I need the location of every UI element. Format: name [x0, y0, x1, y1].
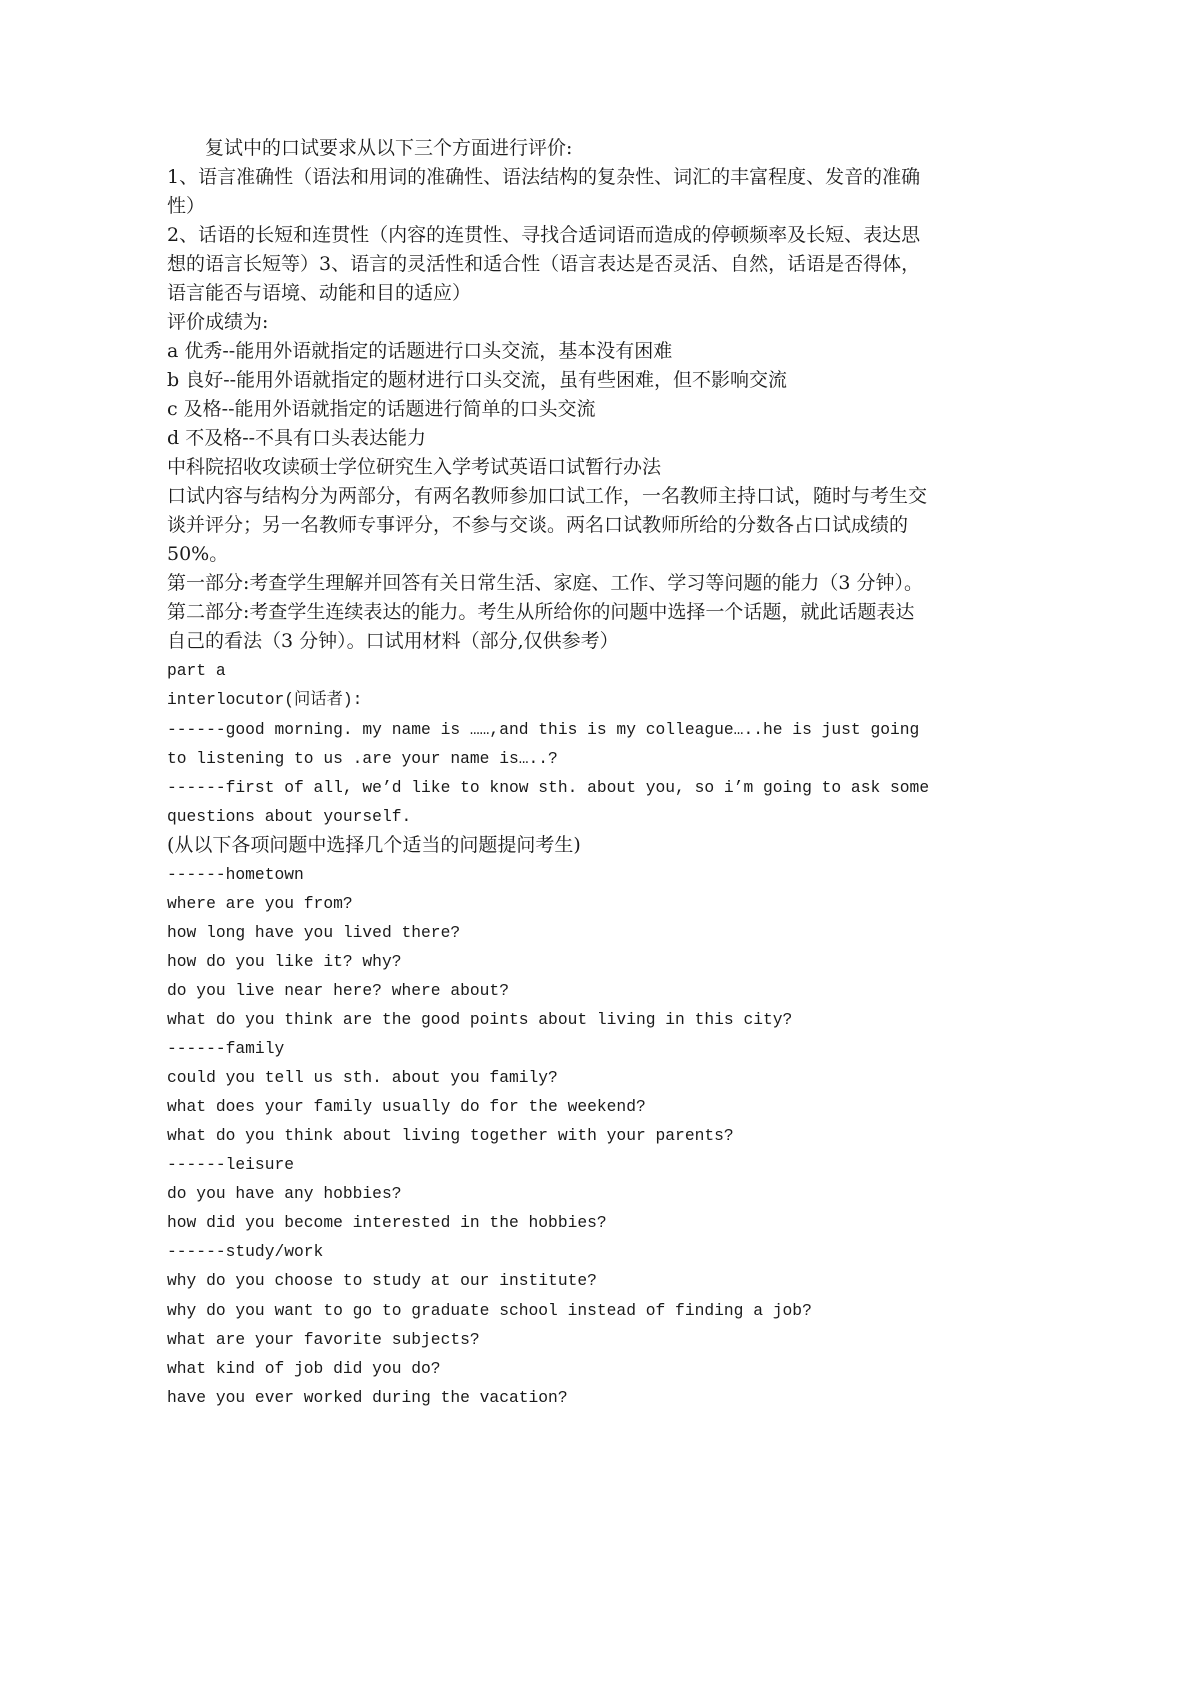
text-line: what kind of job did you do? — [167, 1358, 441, 1378]
text-line: 第二部分:考查学生连续表达的能力。考生从所给你的问题中选择一个话题，就此话题表达 — [167, 601, 915, 624]
text-line: (从以下各项问题中选择几个适当的问题提问考生) — [167, 833, 581, 856]
text-line: part a — [167, 661, 226, 681]
text-line: do you live near here? where about? — [167, 980, 509, 1000]
text-line: what do you think are the good points about living in this city? — [167, 1010, 793, 1029]
text-line: ------leisure — [167, 1155, 295, 1175]
text-line: 2、话语的长短和连贯性（内容的连贯性、寻找合适词语而造成的停顿频率及长短、表达思 — [167, 223, 921, 246]
text-line: 口试内容与结构分为两部分，有两名教师参加口试工作，一名教师主持口试，随时与考生交 — [167, 485, 928, 508]
text-line: could you tell us sth. about you family? — [167, 1068, 558, 1088]
text-line: 谈并评分；另一名教师专事评分，不参与交谈。两名口试教师所给的分数各占口试成绩的 — [167, 514, 909, 537]
text-line: do you have any hobbies? — [167, 1184, 402, 1204]
text-line: what does your family usually do for the weekend? — [167, 1097, 646, 1117]
text-line: 想的语言长短等）3、语言的灵活性和适合性（语言表达是否灵活、自然，话语是否得体， — [167, 252, 921, 275]
text-line: how did you become interested in the hobbies? — [167, 1213, 607, 1233]
text-line: ------hometown — [167, 864, 304, 884]
text-line: why do you want to go to graduate school instead of finding a job? — [167, 1300, 812, 1320]
text-line: a 优秀--能用外语就指定的话题进行口头交流，基本没有困难 — [167, 339, 673, 362]
text-line: 复试中的口试要求从以下三个方面进行评价: — [205, 136, 573, 159]
text-line: 1、语言准确性（语法和用词的准确性、语法结构的复杂性、词汇的丰富程度、发音的准确 — [167, 165, 921, 188]
text-line: c 及格--能用外语就指定的话题进行简单的口头交流 — [167, 397, 596, 420]
text-line: ------first of all, we’d like to know sth. about you, so i’m going to ask some — [167, 777, 930, 797]
text-line: d 不及格--不具有口头表达能力 — [167, 427, 427, 449]
text-line: ------family — [167, 1039, 285, 1059]
text-line: 性） — [167, 194, 206, 217]
text-line: what do you think about living together with your parents? — [167, 1126, 734, 1146]
text-line: why do you choose to study at our institute? — [167, 1271, 597, 1291]
text-line: how long have you lived there? — [167, 922, 461, 942]
text-line: ------good morning. my name is ……,and this is my colleague…..he is just going — [167, 719, 920, 739]
text-line: interlocutor(问话者): — [167, 690, 363, 710]
text-line: 评价成绩为: — [167, 310, 269, 333]
text-line: what are your favorite subjects? — [167, 1329, 480, 1349]
text-line: 第一部分:考查学生理解并回答有关日常生活、家庭、工作、学习等问题的能力（3 分钟）。 — [167, 572, 924, 595]
text-line: b 良好--能用外语就指定的题材进行口头交流，虽有些困难，但不影响交流 — [167, 368, 788, 391]
text-line: how do you like it? why? — [167, 951, 402, 971]
text-line: to listening to us .are your name is…..? — [167, 748, 558, 768]
text-line: 语言能否与语境、动能和目的适应） — [167, 281, 472, 304]
text-line: ------study/work — [167, 1242, 324, 1262]
text-line: questions about yourself. — [167, 806, 412, 826]
text-line: 50%。 — [167, 543, 229, 566]
text-line: where are you from? — [167, 893, 353, 913]
text-line: 中科院招收攻读硕士学位研究生入学考试英语口试暂行办法 — [167, 456, 662, 479]
text-line: have you ever worked during the vacation? — [167, 1387, 568, 1407]
text-line: 自己的看法（3 分钟）。口试用材料（部分,仅供参考） — [167, 630, 619, 653]
